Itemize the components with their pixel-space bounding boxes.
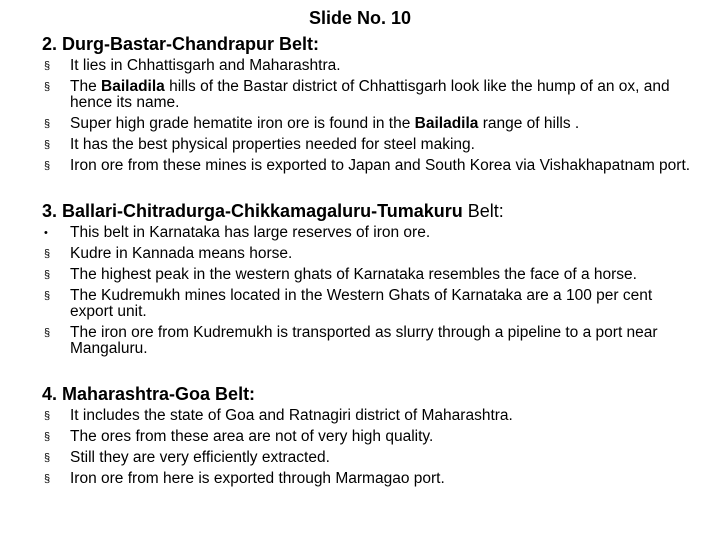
bullet-icon: § bbox=[44, 452, 51, 464]
list-item: § It has the best physical properties needed for steel making. bbox=[44, 136, 475, 153]
bullet-icon: § bbox=[44, 410, 51, 422]
bullet-icon: § bbox=[44, 248, 51, 260]
section-heading-maharashtra-goa: 4. Maharashtra-Goa Belt: bbox=[42, 384, 256, 404]
bullet-icon: § bbox=[44, 60, 51, 72]
section-list-durg-bastar bbox=[42, 58, 692, 179]
slide-title: Slide No. 10 bbox=[308, 8, 412, 28]
list-item: § Super high grade hematite iron ore is found in the Bailadila range of hills . bbox=[44, 115, 580, 132]
section-heading-durg-bastar: 2. Durg-Bastar-Chandrapur Belt: bbox=[42, 34, 320, 54]
list-item: § It includes the state of Goa and Ratnagiri district of Maharashtra. bbox=[44, 407, 513, 424]
bullet-icon: § bbox=[44, 81, 51, 93]
list-item: § The iron ore from Kudremukh is transported as slurry through a pipeline to a port near Mangaluru. bbox=[44, 324, 658, 357]
list-item: § The highest peak in the western ghats of Karnataka resembles the face of a horse. bbox=[44, 266, 637, 283]
bullet-icon: § bbox=[44, 327, 51, 339]
section-list-maharashtra-goa bbox=[42, 408, 692, 492]
bullet-icon: § bbox=[44, 118, 51, 130]
list-item: § It lies in Chhattisgarh and Maharashtra. bbox=[44, 57, 341, 74]
bullet-icon: § bbox=[44, 473, 51, 485]
bullet-icon: § bbox=[44, 290, 51, 302]
section-heading-ballari: 3. Ballari-Chitradurga-Chikkamagaluru-Tumakuru Belt: bbox=[42, 201, 504, 221]
list-item: § Iron ore from here is exported through Marmagao port. bbox=[44, 470, 445, 487]
list-item: § Iron ore from these mines is exported to Japan and South Korea via Vishakhapatnam port. bbox=[44, 157, 691, 174]
list-item: § The Bailadila hills of the Bastar district of Chhattisgarh look like the hump of an ox, and hence its name. bbox=[44, 78, 670, 111]
list-item: § The ores from these area are not of very high quality. bbox=[44, 428, 434, 445]
list-item: § Still they are very efficiently extracted. bbox=[44, 449, 330, 466]
bullet-icon: § bbox=[44, 160, 51, 172]
bullet-icon: § bbox=[44, 269, 51, 281]
list-item: § The Kudremukh mines located in the Western Ghats of Karnataka are a 100 per cent export unit. bbox=[44, 287, 653, 320]
list-item: • This belt in Karnataka has large reserves of iron ore. bbox=[44, 224, 431, 241]
bullet-icon: • bbox=[44, 227, 48, 239]
section-list-ballari bbox=[42, 225, 692, 362]
list-item: § Kudre in Kannada means horse. bbox=[44, 245, 293, 262]
bullet-icon: § bbox=[44, 139, 51, 151]
bullet-icon: § bbox=[44, 431, 51, 443]
